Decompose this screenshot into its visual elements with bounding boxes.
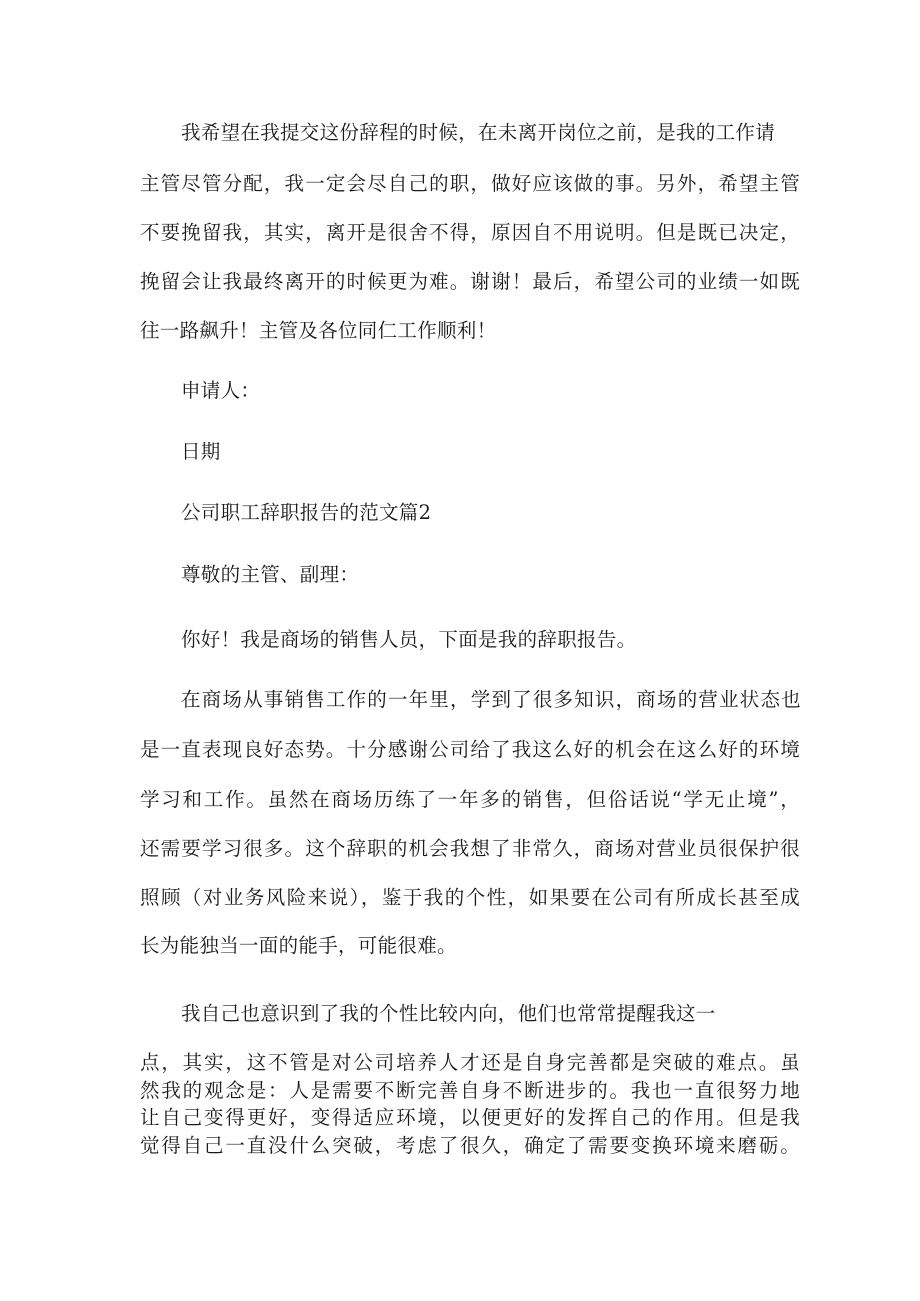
greeting: 你好！我是商场的销售人员，下面是我的辞职报告。 <box>181 628 637 651</box>
paragraph-1-line-2: 主管尽管分配，我一定会尽自己的职，做好应该做的事。另外，希望主管 <box>140 172 800 195</box>
paragraph-3-line-3: 然我的观念是：人是需要不断完善自身不断进步的。我也一直很努力地 <box>140 1079 800 1102</box>
paragraph-3-line-2: 点，其实，这不管是对公司培养人才还是自身完善都是突破的难点。虽 <box>140 1051 800 1074</box>
paragraph-2-line-1: 在商场从事销售工作的一年里，学到了很多知识，商场的营业状态也 <box>181 688 801 711</box>
paragraph-3-line-5: 觉得自己一直没什么突破，考虑了很久，确定了需要变换环境来磨砺。 <box>140 1134 800 1157</box>
paragraph-2-line-5: 照顾（对业务风险来说），鉴于我的个性，如果要在公司有所成长甚至成 <box>140 886 800 909</box>
applicant-label: 申请人： <box>181 379 261 402</box>
paragraph-2-line-6: 长为能独当一面的能手，可能很难。 <box>140 934 457 957</box>
salutation: 尊敬的主管、副理： <box>181 563 360 586</box>
paragraph-1-line-3: 不要挽留我，其实，离开是很舍不得，原因自不用说明。但是既已决定， <box>140 221 800 244</box>
paragraph-1-line-5: 往一路飙升！主管及各位同仁工作顺利！ <box>140 319 497 342</box>
paragraph-3-line-1: 我自己也意识到了我的个性比较内向，他们也常常提醒我这一 <box>181 1002 716 1025</box>
paragraph-3-line-4: 让自己变得更好，变得适应环境，以便更好的发挥自己的作用。但是我 <box>140 1106 800 1129</box>
paragraph-1-line-4: 挽留会让我最终离开的时候更为难。谢谢！最后，希望公司的业绩一如既 <box>140 270 800 293</box>
paragraph-2-line-3: 学习和工作。虽然在商场历练了一年多的销售，但俗话说“学无止境”， <box>140 788 800 811</box>
paragraph-2-line-2: 是一直表现良好态势。十分感谢公司给了我这么好的机会在这么好的环境 <box>140 738 800 761</box>
paragraph-1-line-1: 我希望在我提交这份辞程的时候，在未离开岗位之前，是我的工作请 <box>181 121 776 144</box>
paragraph-2-line-4: 还需要学习很多。这个辞职的机会我想了非常久，商场对营业员很保护很 <box>140 837 800 860</box>
section-title: 公司职工辞职报告的范文篇2 <box>181 501 432 524</box>
date-label: 日期 <box>181 440 221 463</box>
